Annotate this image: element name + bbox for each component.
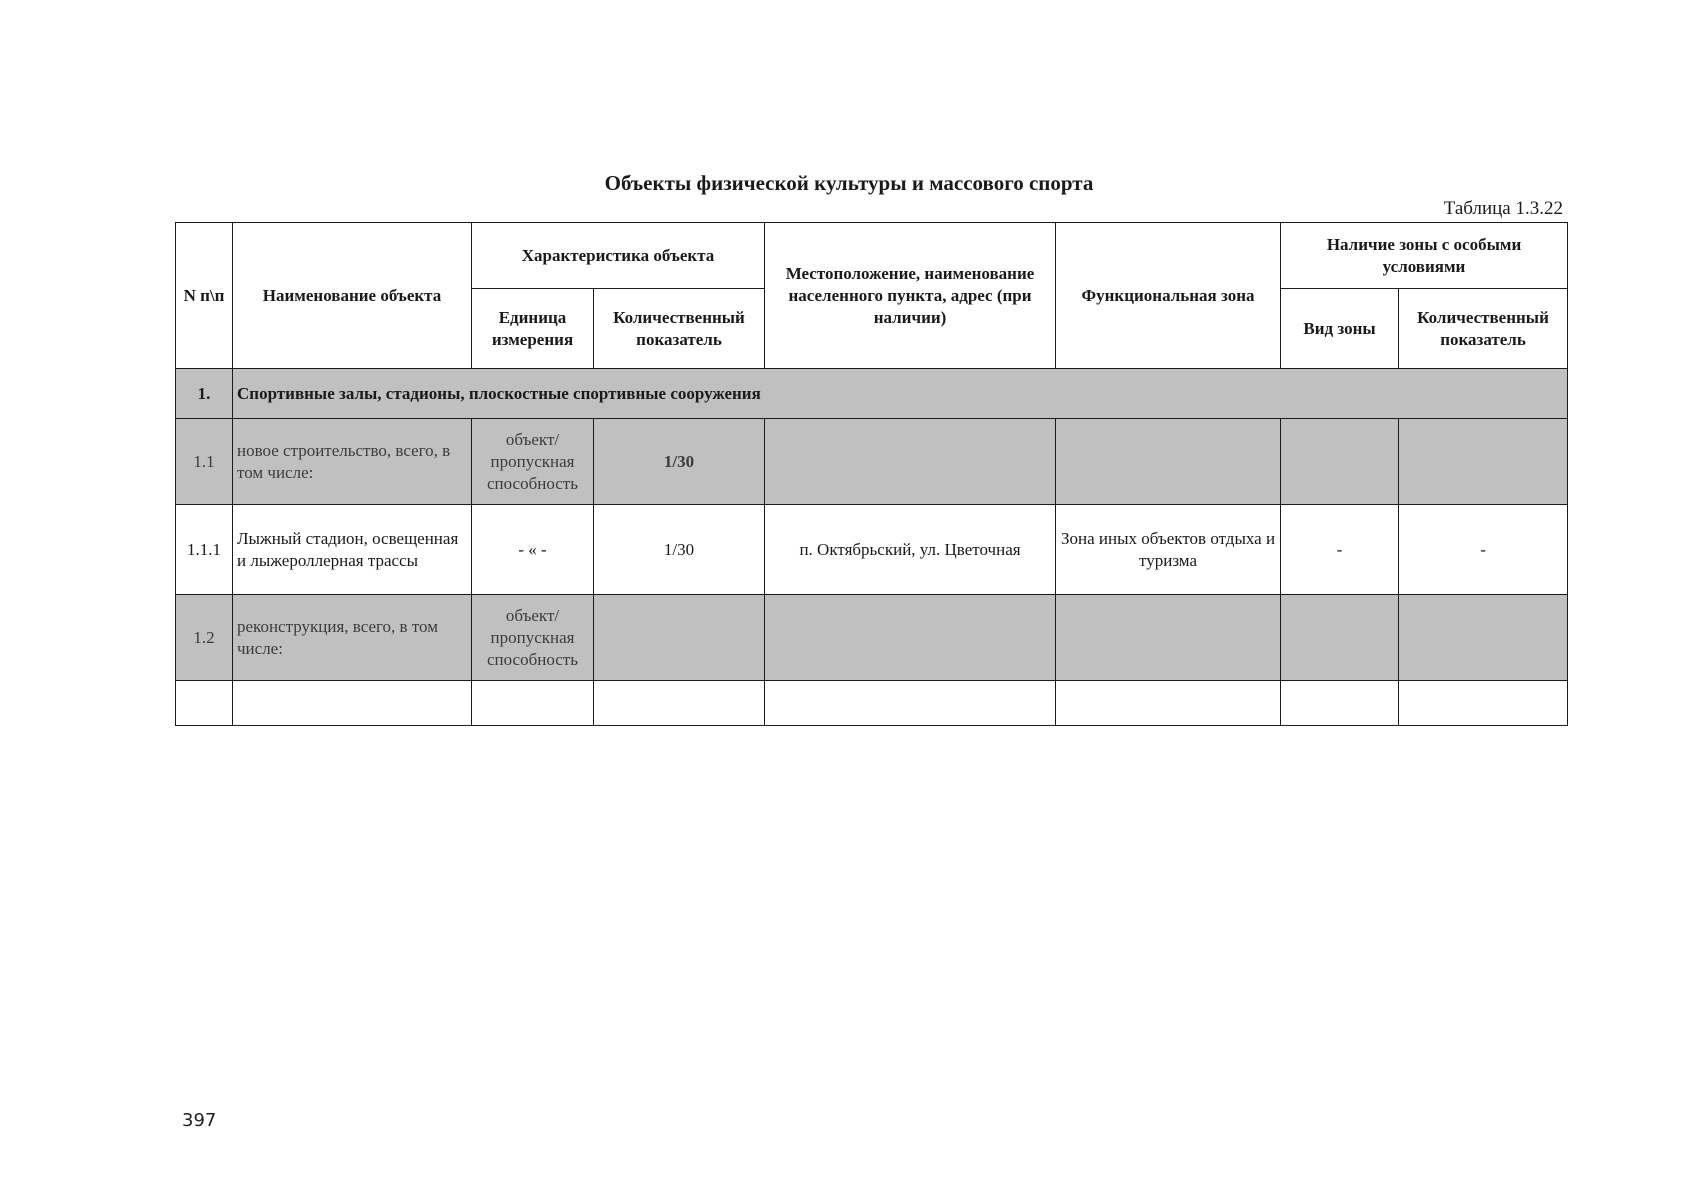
cell-location: п. Октябрьский, ул. Цветочная bbox=[765, 505, 1056, 595]
cell-quantity bbox=[594, 595, 765, 681]
cell-empty bbox=[765, 681, 1056, 726]
cell-unit: - « - bbox=[472, 505, 594, 595]
header-special-zone: Наличие зоны с особыми условиями bbox=[1281, 223, 1568, 289]
table-row bbox=[176, 419, 1568, 505]
header-quantity: Количественный показатель bbox=[594, 289, 765, 369]
page-number: 397 bbox=[182, 1110, 217, 1131]
empty-row bbox=[176, 681, 1568, 726]
cell-empty bbox=[176, 681, 233, 726]
section-row bbox=[176, 369, 1568, 419]
cell-name: новое строительство, всего, в том числе: bbox=[233, 419, 472, 505]
table-row bbox=[176, 595, 1568, 681]
objects-table bbox=[175, 222, 1568, 726]
cell-empty bbox=[1056, 681, 1281, 726]
section-title: Спортивные залы, стадионы, плоскостные спортивные сооружения bbox=[233, 369, 1568, 419]
cell-zone-quantity bbox=[1399, 419, 1568, 505]
document-title: Объекты физической культуры и массового спорта bbox=[604, 171, 1094, 195]
cell-quantity: 1/30 bbox=[594, 419, 765, 505]
header-characteristics: Характеристика объекта bbox=[472, 223, 765, 289]
cell-location bbox=[765, 419, 1056, 505]
cell-functional-zone bbox=[1056, 419, 1281, 505]
cell-functional-zone bbox=[1056, 595, 1281, 681]
cell-functional-zone: Зона иных объектов отдыха и туризма bbox=[1056, 505, 1281, 595]
cell-unit: объект/ пропускная способность bbox=[472, 595, 594, 681]
cell-num: 1.2 bbox=[176, 595, 233, 681]
header-zone-type: Вид зоны bbox=[1281, 289, 1399, 369]
cell-name: Лыжный стадион, освещенная и лыжероллерная трассы bbox=[233, 505, 472, 595]
cell-empty bbox=[472, 681, 594, 726]
cell-zone-type bbox=[1281, 419, 1399, 505]
header-functional-zone: Функциональная зона bbox=[1056, 223, 1281, 369]
section-num: 1. bbox=[176, 369, 233, 419]
cell-num: 1.1 bbox=[176, 419, 233, 505]
cell-zone-quantity: - bbox=[1399, 505, 1568, 595]
cell-empty bbox=[1281, 681, 1399, 726]
cell-name: реконструкция, всего, в том числе: bbox=[233, 595, 472, 681]
cell-empty bbox=[233, 681, 472, 726]
table-number: Таблица 1.3.22 bbox=[1443, 198, 1563, 219]
cell-zone-type: - bbox=[1281, 505, 1399, 595]
cell-empty bbox=[594, 681, 765, 726]
cell-empty bbox=[1399, 681, 1568, 726]
cell-quantity: 1/30 bbox=[594, 505, 765, 595]
cell-num: 1.1.1 bbox=[176, 505, 233, 595]
header-zone-quantity: Количественный показатель bbox=[1399, 289, 1568, 369]
header-num: N п\п bbox=[176, 223, 233, 369]
cell-zone-type bbox=[1281, 595, 1399, 681]
cell-location bbox=[765, 595, 1056, 681]
header-unit: Единица измерения bbox=[472, 289, 594, 369]
table-row bbox=[176, 505, 1568, 595]
header-location: Местоположение, наименование населенного пункта, адрес (при наличии) bbox=[765, 223, 1056, 369]
cell-unit: объект/ пропускная способность bbox=[472, 419, 594, 505]
cell-zone-quantity bbox=[1399, 595, 1568, 681]
header-name: Наименование объекта bbox=[233, 223, 472, 369]
